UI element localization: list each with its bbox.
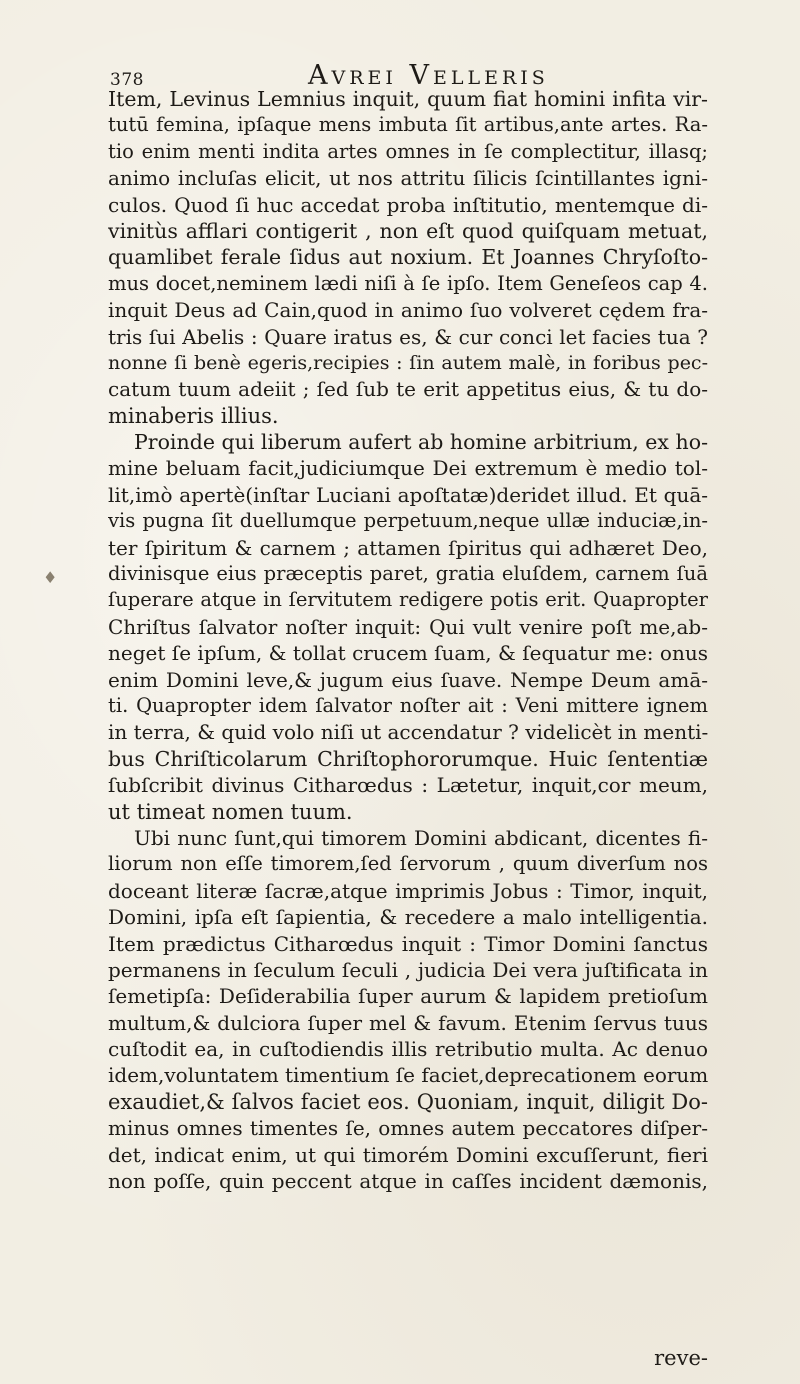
paragraph-start-line: Proinde qui liberum aufert ab homine arbitrium, ex ho- [134, 430, 708, 455]
text-line: nonne ſi benè egeris,recipies : ſin autem malè, in foribus pec- [108, 351, 708, 374]
text-line: vis pugna ſit duellumque perpetuum,neque ullæ induciæ,in- [108, 509, 708, 533]
text-line: minus omnes timentes ſe, omnes autem peccatores diſper- [108, 1116, 708, 1141]
text-line: non poſſe, quin peccent atque in caſſes incident dæmonis, [108, 1169, 708, 1194]
catchword-row [108, 1345, 708, 1371]
text-line: permanens in ſeculum ſeculi , judicia Dei vera juſtificata in [108, 957, 708, 982]
text-line: inquit Deus ad Cain,quod in animo ſuo volveret cędem fra- [108, 298, 708, 323]
text-line: tutū femina, ipſaque mens imbuta ſit artibus,ante artes. Ra- [108, 113, 708, 137]
text-line: ut timeat nomen tuum. [108, 799, 353, 824]
text-line: divinisque eius præceptis paret, gratia eluſdem, carnem ſuā [108, 562, 708, 586]
text-line: neget ſe ipſum, & tollat crucem ſuam, & ſequatur me: onus [108, 641, 708, 666]
paragraph-start-line: Ubi nunc ſunt,qui timorem Domini abdicant, dicentes fi- [134, 825, 708, 850]
text-line: ter ſpiritum & carnem ; attamen ſpiritus qui adhæret Deo, [108, 535, 708, 560]
text-line: Domini, ipſa eſt ſapientia, & recedere a malo intelligentia. [108, 905, 708, 930]
catchword: reve- [654, 1346, 708, 1370]
text-line: animo incluſas elicit, ut nos attritu ſilicis ſcintillantes igni- [108, 166, 708, 191]
text-line: culos. Quod ſi huc accedat proba inſtitutio, mentemque di- [108, 192, 708, 217]
text-line: Item, Levinus Lemnius inquit, quum fiat homini infita vir- [108, 87, 708, 111]
text-line: ſuperare atque in ſervitutem redigere potis erit. Quapropter [108, 588, 708, 612]
text-line: mus docet,neminem lædi niſi à ſe ipſo. Item Geneſeos cap 4. [108, 271, 708, 295]
body-text [108, 86, 708, 1194]
text-line: catum tuum adeiit ; ſed ſub te erit appetitus eius, & tu do- [108, 377, 708, 402]
page-header [108, 58, 708, 91]
text-line: Item prædictus Citharœdus inquit : Timor Domini ſanctus [108, 931, 708, 956]
text-line: bus Chriſticolarum Chriſtophororumque. Huic ſententiæ [108, 746, 708, 771]
text-line: ſubſcribit divinus Citharœdus : Lætetur, inquit,cor meum, [108, 773, 708, 798]
text-line: tio enim menti indita artes omnes in ſe complectitur, illasq; [108, 139, 708, 163]
text-line: ti. Quapropter idem ſalvator noſter ait : Veni mittere ignem [108, 693, 708, 717]
text-line: doceant literæ ſacræ,atque imprimis Jobus : Timor, inquit, [108, 878, 708, 903]
text-line: quamlibet ferale ſidus aut noxium. Et Joannes Chryſoſto- [108, 245, 708, 270]
text-line: minaberis illius. [108, 403, 279, 428]
text-line: Chriſtus ſalvator noſter inquit: Qui vult venire poſt me,ab- [108, 614, 708, 639]
text-line: in terra, & quid volo niſi ut accendatur ? videlicèt in menti- [108, 720, 708, 745]
text-line: ſemetipſa: Deſiderabilia ſuper aurum & lapidem pretioſum [108, 984, 708, 1009]
text-line: liorum non eſſe timorem,ſed ſervorum , quum diverſum nos [108, 852, 708, 876]
text-line: multum,& dulciora ſuper mel & favum. Etenim ſervus tuus [108, 1010, 708, 1035]
text-line: idem,voluntatem timentium ſe faciet,deprecationem eorum [108, 1063, 708, 1088]
text-line: exaudiet,& ſalvos faciet eos. Quoniam, inquit, diligit Do- [108, 1089, 708, 1114]
running-title: Avrei Velleris [308, 60, 549, 91]
text-line: cuſtodit ea, in cuſtodiendis illis retributio multa. Ac denuo [108, 1037, 708, 1062]
margin-mark-icon: ♦ [43, 568, 58, 587]
text-line: lit,imò apertè(inſtar Luciani apoſtatæ)deridet illud. Et quā- [108, 482, 708, 507]
text-line: enim Domini leve,& jugum eius ſuave. Nempe Deum amā- [108, 667, 708, 692]
page-number: 378 [110, 70, 144, 90]
text-line: vinitùs afflari contigerit , non eſt quod quiſquam metuat, [108, 218, 708, 243]
text-line: mine beluam facit,judiciumque Dei extremum è medio tol- [108, 456, 708, 481]
text-line: tris ſui Abelis : Quare iratus es, & cur conci let facies tua ? [108, 324, 708, 349]
text-line: det, indicat enim, ut qui timorém Domini excuſſerunt, fieri [108, 1142, 708, 1167]
